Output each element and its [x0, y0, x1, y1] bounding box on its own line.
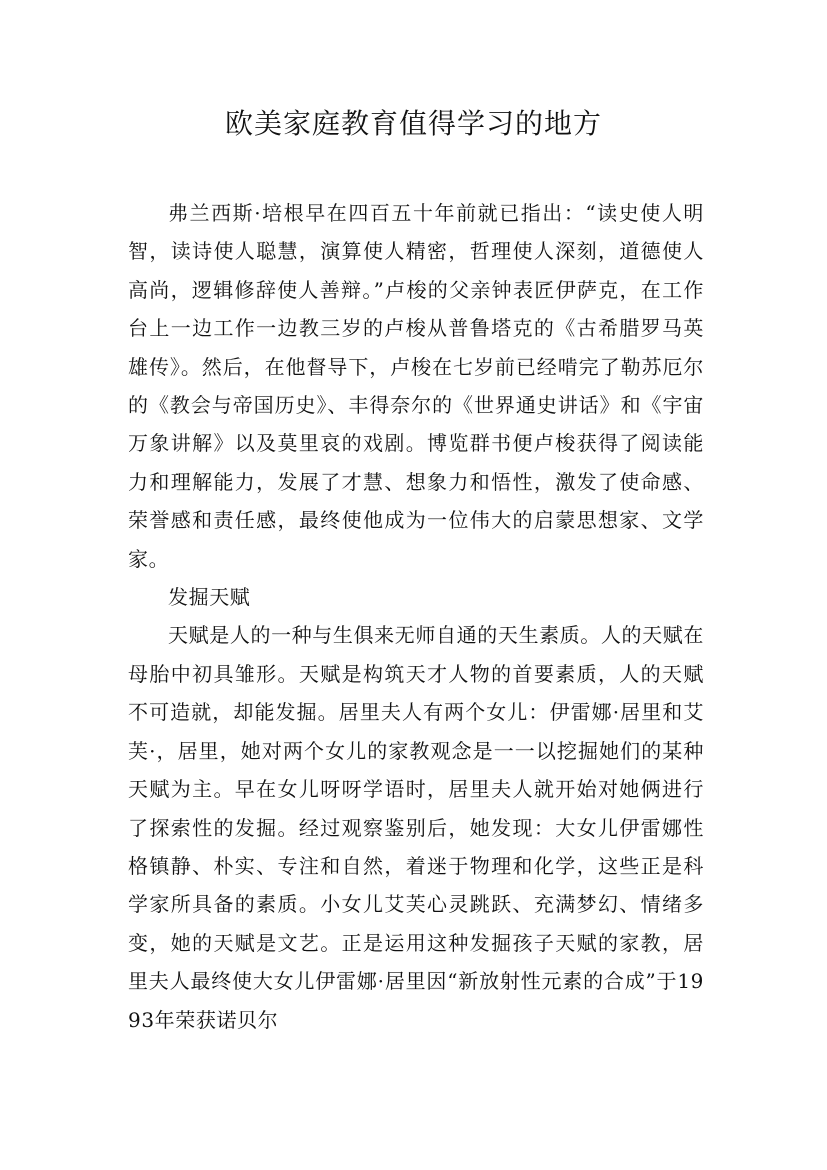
document-title: 欧美家庭教育值得学习的地方: [224, 107, 602, 140]
section-heading: 发掘天赋: [168, 585, 251, 610]
paragraph-talent: 天赋是人的一种与生俱来无师自通的天生素质。人的天赋在母胎中初具雏形。天赋是构筑天才人物的首要素质，人的天赋不可造就，却能发掘。居里夫人有两个女儿：伊雷娜·居里和艾芙·，居里，她对两个女儿的家教观念是一一以挖掘她们的某种天赋为主。早在女儿呀呀学语时，居里夫人就开始对她俩进行了探索性的发掘。经过观察鉴别后，她发现：大女儿伊雷娜性格镇静、朴实、专注和自然，着迷于物理和化学，这些正是科学家所具备的素质。小女儿艾芙心灵跳跃、充满梦幻、情绪多变，她的天赋是文艺。正是运用这种发掘孩子天赋的家教，居里夫人最终使大女儿伊雷娜·居里因“新放射性元素的合成”于1993年荣获诺贝尔: [128, 623, 704, 1032]
paragraph-intro: 弗兰西斯·培根早在四百五十年前就已指出：“读史使人明智，读诗使人聪慧，演算使人精密，哲理使人深刻，道德使人高尚，逻辑修辞使人善辩。”卢梭的父亲钟表匠伊萨克，在工作台上一边工作一边教三岁的卢梭从普鲁塔克的《古希腊罗马英雄传》。然后，在他督导下，卢梭在七岁前已经啃完了勒苏厄尔的《教会与帝国历史》、丰得奈尔的《世界通史讲话》和《宇宙万象讲解》以及莫里哀的戏剧。博览群书便卢梭获得了阅读能力和理解能力，发展了才慧、想象力和悟性，激发了使命感、荣誉感和责任感，最终使他成为一位伟大的启蒙思想家、文学家。: [128, 201, 704, 571]
document-body: [128, 194, 704, 1039]
